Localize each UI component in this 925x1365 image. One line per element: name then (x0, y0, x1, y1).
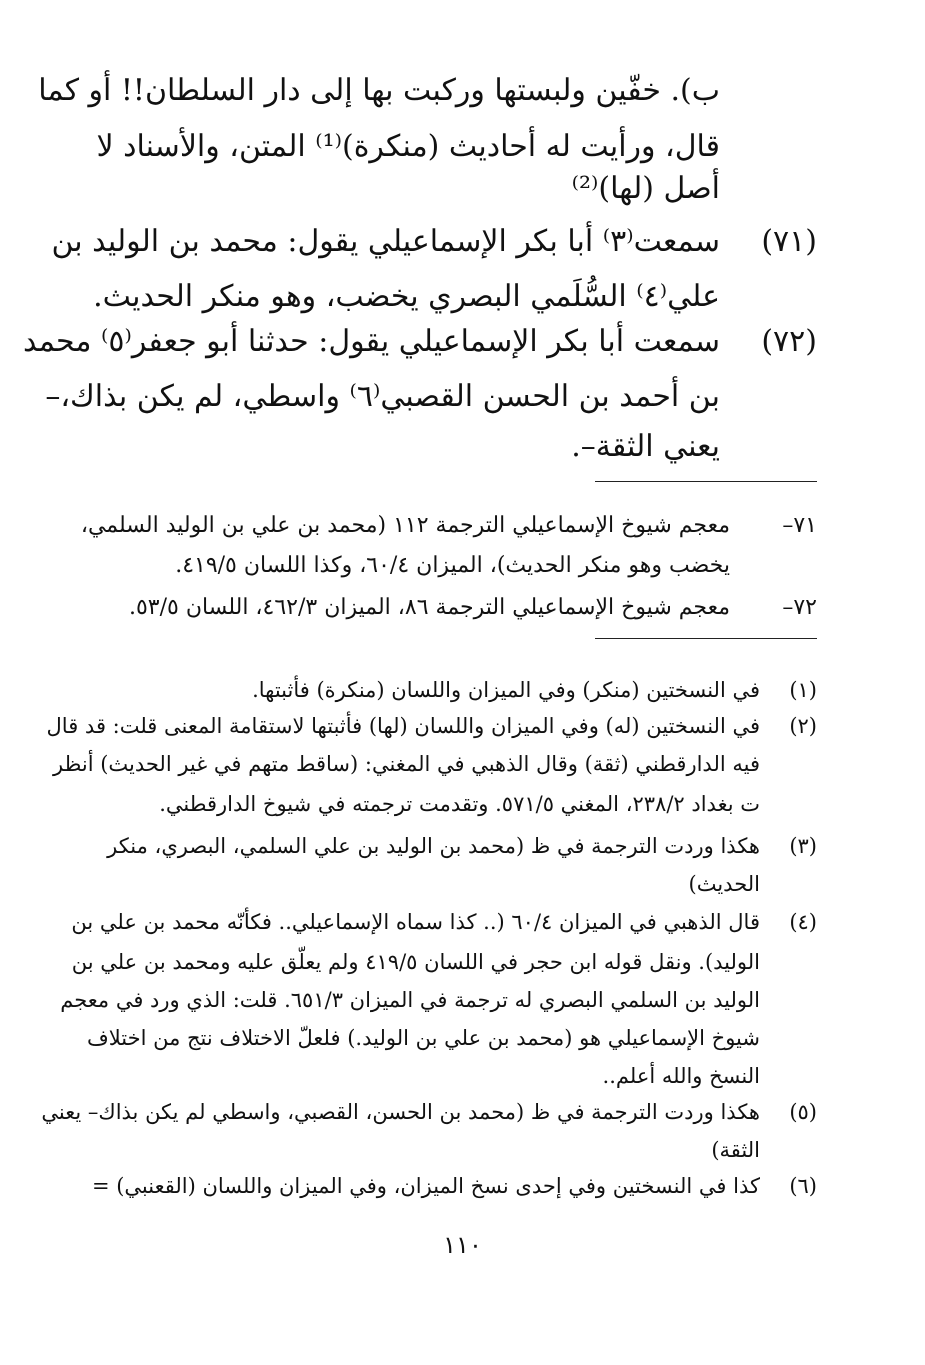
source-text-line: معجم شيوخ الإسماعيلي الترجمة ٨٦، الميزان ٤٦٢/٣، اللسان ٥٣/٥. (128, 595, 730, 620)
main-text-line: يعني الثقة–. (571, 429, 720, 464)
footnote-text-line: قال الذهبي في الميزان ٦٠/٤ (.. كذا سماه الإسماعيلي.. فكأنّه محمد بن علي بن (71, 910, 760, 934)
section-divider (595, 481, 817, 482)
footnote-text-line: النسخ والله أعلم.. (602, 1064, 760, 1088)
footnote-divider (595, 638, 817, 639)
source-number: ٧٢– (782, 595, 817, 620)
main-text-line: أصل (لها)⁽²⁾ (571, 171, 720, 206)
footnote-number: (٣) (789, 834, 817, 858)
main-text-line: سمعت⁽٣⁾ أبا بكر الإسماعيلي يقول: محمد بن الوليد بن (51, 224, 720, 259)
footnote-number: (٤) (789, 910, 817, 934)
footnote-number: (٢) (789, 714, 817, 738)
footnote-text-line: الوليد بن السلمي البصري له ترجمة في الميزان ٦٥١/٣. قلت: الذي ورد في معجم (60, 988, 760, 1012)
entry-number: (٧١) (761, 224, 817, 259)
footnote-number: (١) (789, 678, 817, 702)
source-number: ٧١– (782, 513, 817, 538)
source-text-line: معجم شيوخ الإسماعيلي الترجمة ١١٢ (محمد بن علي بن الوليد السلمي، (80, 513, 730, 538)
main-text-line: سمعت أبا بكر الإسماعيلي يقول: حدثنا أبو جعفر⁽٥⁾ محمد (22, 324, 720, 359)
footnote-text-line: الحديث) (688, 872, 760, 896)
source-text-line: يخضب وهو منكر الحديث)، الميزان ٦٠/٤، وكذا اللسان ٤١٩/٥. (175, 553, 730, 578)
footnote-text-line: ت بغداد ٢٣٨/٢، المغني ٥٧١/٥. وتقدمت ترجمته في شيوخ الدارقطني. (159, 792, 760, 816)
page-number: ١١٠ (443, 1231, 482, 1259)
main-text-line: ب). خفّين ولبستها وركبت بها إلى دار السلطان!! أو كما (38, 73, 720, 108)
entry-number: (٧٢) (761, 324, 817, 359)
footnote-text-line: هكذا وردت الترجمة في ظ (محمد بن الوليد بن علي السلمي، البصري، منكر (107, 834, 760, 858)
footnote-text-line: فيه الدارقطني (ثقة) وقال الذهبي في المغني: (ساقط متهم في غير الحديث) أنظر (53, 752, 760, 776)
footnote-text-line: الوليد). ونقل قوله ابن حجر في اللسان ٤١٩/٥ ولم يعلّق عليه ومحمد بن علي بن (71, 950, 760, 974)
footnote-text-line: كذا في النسختين وفي إحدى نسخ الميزان، وفي الميزان واللسان (القعنبي) = (91, 1174, 760, 1198)
footnote-text-line: في النسختين (له) وفي الميزان واللسان (لها) فأثبتها لاستقامة المعنى قلت: قد قال (46, 714, 760, 738)
footnote-number: (٥) (789, 1100, 817, 1124)
footnote-text-line: هكذا وردت الترجمة في ظ (محمد بن الحسن، القصبي، واسطي لم يكن بذاك– يعني (41, 1100, 760, 1124)
footnote-text-line: شيوخ الإسماعيلي هو (محمد بن علي بن الوليد.) فلعلّ الاختلاف نتج من اختلاف (86, 1026, 760, 1050)
footnote-text-line: في النسختين (منكر) وفي الميزان واللسان (منكرة) فأثبتها. (252, 678, 760, 702)
main-text-line: بن أحمد بن الحسن القصبي⁽٦⁾ واسطي، لم يكن بذاك،– (45, 379, 720, 414)
main-text-line: علي⁽٤⁾ السُّلَمي البصري يخضب، وهو منكر الحديث. (93, 279, 720, 314)
main-text-line: قال، ورأيت له أحاديث (منكرة)⁽¹⁾ المتن، والأسناد لا (96, 129, 720, 164)
footnote-text-line: الثقة) (711, 1138, 760, 1162)
footnote-number: (٦) (789, 1174, 817, 1198)
